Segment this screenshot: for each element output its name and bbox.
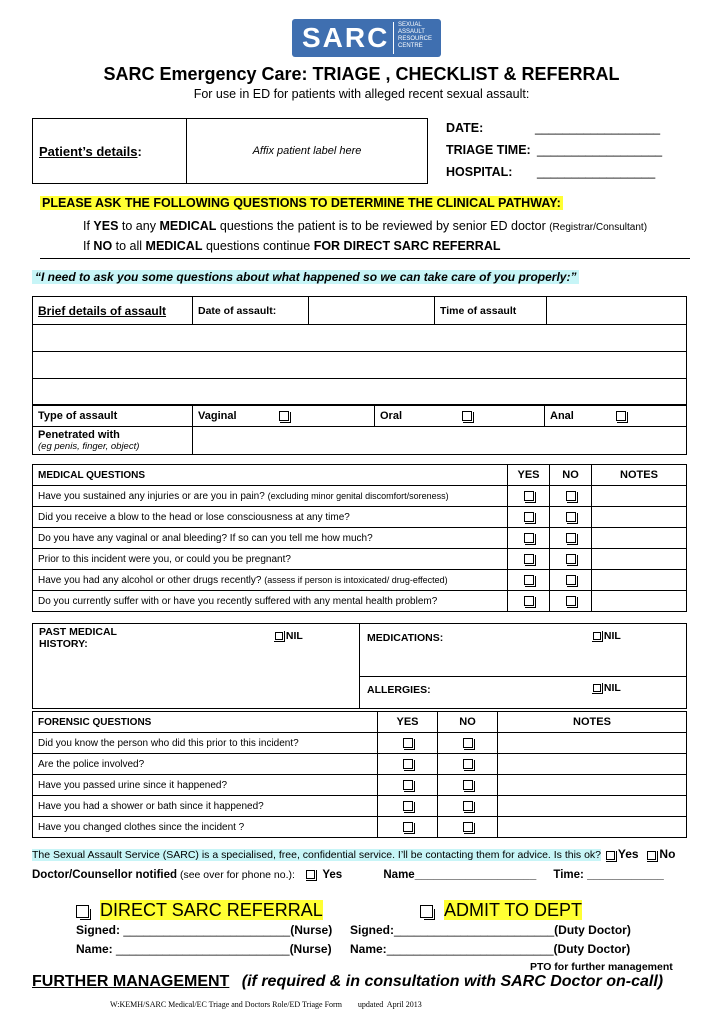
no-checkbox[interactable]: [566, 596, 576, 606]
notes-field[interactable]: [592, 570, 687, 591]
notes-field[interactable]: [592, 486, 687, 507]
date-of-assault-label: Date of assault:: [193, 297, 309, 325]
consent-no-checkbox[interactable]: [647, 851, 656, 860]
consent-yes-checkbox[interactable]: [606, 851, 615, 860]
pmh-nil-checkbox[interactable]: [275, 632, 283, 640]
table-row: Do you have any vaginal or anal bleeding? If so can you tell me how much?: [33, 528, 687, 549]
yes-checkbox[interactable]: [524, 512, 534, 522]
admit-to-dept-option[interactable]: [420, 900, 582, 921]
direct-sarc-referral-checkbox[interactable]: [76, 905, 89, 918]
triage-time-field[interactable]: __________________: [537, 143, 663, 157]
forensic-notes-header: NOTES: [498, 712, 687, 733]
doctor-name-row: Name:_________________________(Duty Doctor): [350, 942, 631, 956]
no-checkbox[interactable]: [566, 575, 576, 585]
medications-nil-checkbox[interactable]: [593, 632, 601, 640]
direct-sarc-referral-label: DIRECT SARC REFERRAL: [100, 900, 323, 920]
patient-box: [32, 118, 428, 184]
nurse-signed-field[interactable]: _________________________: [123, 923, 291, 937]
yes-checkbox[interactable]: [524, 533, 534, 543]
pathway-line-no: If NO to all MEDICAL questions continue FOR DIRECT SARC REFERRAL: [83, 239, 501, 253]
pmh-nil-option[interactable]: NIL: [275, 630, 303, 642]
page-subtitle: For use in ED for patients with alleged recent sexual assault:: [193, 87, 530, 101]
further-management: [32, 973, 663, 991]
assault-detail-row[interactable]: [33, 352, 687, 379]
admit-to-dept-label: ADMIT TO DEPT: [444, 900, 583, 920]
hospital-field[interactable]: _________________: [537, 165, 656, 179]
no-checkbox[interactable]: [463, 822, 473, 832]
no-checkbox[interactable]: [463, 801, 473, 811]
no-checkbox[interactable]: [463, 780, 473, 790]
history-box: [32, 623, 687, 709]
yes-checkbox[interactable]: [403, 738, 413, 748]
notes-field[interactable]: [498, 817, 687, 838]
nurse-name-field[interactable]: __________________________: [116, 942, 290, 956]
logo-text: SARC: [302, 22, 390, 53]
intro-quote: “I need to ask you some questions about what happened so we can take care of you properly:”: [32, 270, 579, 284]
admit-to-dept-checkbox[interactable]: [420, 905, 433, 918]
notes-field[interactable]: [498, 796, 687, 817]
time-of-assault-label: Time of assault: [435, 297, 547, 325]
consent-text: The Sexual Assault Service (SARC) is a specialised, free, confidential service. I’ll be contacting them for advice. Is this ok?: [32, 849, 602, 861]
medical-questions-table: [32, 464, 687, 612]
no-checkbox[interactable]: [463, 759, 473, 769]
medical-header: MEDICAL QUESTIONS: [33, 465, 508, 486]
date-of-assault-field[interactable]: [309, 297, 435, 325]
hospital-label: HOSPITAL:: [446, 165, 513, 179]
notified-time-field[interactable]: Time: ____________: [553, 869, 664, 881]
notes-field[interactable]: [592, 528, 687, 549]
yes-checkbox[interactable]: [524, 596, 534, 606]
allergies-nil-option[interactable]: NIL: [593, 682, 621, 694]
oral-checkbox[interactable]: [462, 411, 472, 421]
assault-detail-row[interactable]: [33, 379, 687, 406]
penetrated-label: Penetrated with: [38, 428, 120, 441]
date-field[interactable]: __________________: [535, 121, 661, 135]
allergies-nil-checkbox[interactable]: [593, 684, 601, 692]
notified-label: Doctor/Counsellor notified: [32, 869, 178, 881]
yes-checkbox[interactable]: [403, 801, 413, 811]
vaginal-label: Vaginal: [198, 409, 237, 422]
table-row: Do you currently suffer with or have you recently suffered with any mental health problem?: [33, 591, 687, 612]
consent-yes-label: Yes: [617, 847, 639, 861]
consent-no-label: No: [659, 847, 676, 861]
table-row: Did you receive a blow to the head or lose consciousness at any time?: [33, 507, 687, 528]
direct-sarc-referral-option[interactable]: [76, 900, 323, 921]
notified-yes-checkbox[interactable]: [306, 870, 315, 879]
time-of-assault-field[interactable]: [547, 297, 687, 325]
pathway-line-yes: If YES to any MEDICAL questions the patient is to be reviewed by senior ED doctor (Registrar/Consultant): [83, 219, 648, 233]
logo-subtext: SEXUAL ASSAULT RESOURCE CENTRE: [398, 22, 433, 49]
notified-name-field[interactable]: Name___________________: [383, 869, 537, 881]
type-of-assault-label: Type of assault: [33, 405, 193, 427]
notified-line: [32, 869, 664, 881]
forensic-header: FORENSIC QUESTIONS: [33, 712, 378, 733]
notes-field[interactable]: [592, 549, 687, 570]
consent-line: [32, 847, 675, 861]
assault-type-table: [32, 404, 687, 455]
allergies-label: ALLERGIES:: [367, 684, 431, 696]
yes-checkbox[interactable]: [524, 554, 534, 564]
date-label: DATE:: [446, 121, 484, 135]
table-row: Have you had a shower or bath since it happened?: [33, 796, 687, 817]
doctor-signed-field[interactable]: ________________________: [394, 923, 555, 937]
table-row: Have you changed clothes since the incident ?: [33, 817, 687, 838]
table-row: Did you know the person who did this prior to this incident?: [33, 733, 687, 754]
doctor-signed-row: Signed:________________________(Duty Doctor): [350, 923, 631, 937]
assault-detail-row[interactable]: [33, 325, 687, 352]
notes-field[interactable]: [498, 754, 687, 775]
sarc-logo: [292, 19, 441, 57]
penetrated-example: (eg penis, finger, object): [38, 440, 140, 452]
pto-note: PTO for further management: [530, 961, 673, 973]
further-management-note: (if required & in consultation with SARC Doctor on-call): [241, 973, 664, 990]
medications-nil-option[interactable]: NIL: [593, 630, 621, 642]
table-row: Have you sustained any injuries or are you in pain? (excluding minor genital discomfort/soreness): [33, 486, 687, 507]
yes-checkbox[interactable]: [524, 575, 534, 585]
no-checkbox[interactable]: [463, 738, 473, 748]
vaginal-checkbox[interactable]: [279, 411, 289, 421]
medical-no-header: NO: [550, 465, 592, 486]
anal-checkbox[interactable]: [616, 411, 626, 421]
anal-label: Anal: [550, 409, 574, 422]
patient-details-label: Patient’s details:: [39, 144, 142, 159]
no-checkbox[interactable]: [566, 491, 576, 501]
forensic-no-header: NO: [438, 712, 498, 733]
nurse-name-row: Name: __________________________(Nurse): [76, 942, 332, 956]
medical-yes-header: YES: [508, 465, 550, 486]
penetrated-field[interactable]: [193, 427, 687, 455]
pathway-rule: [40, 258, 690, 259]
page-title: SARC Emergency Care: TRIAGE , CHECKLIST & REFERRAL: [103, 64, 620, 84]
further-management-label: FURTHER MANAGEMENT: [32, 973, 230, 990]
yes-checkbox[interactable]: [403, 822, 413, 832]
triage-time-label: TRIAGE TIME:: [446, 143, 531, 157]
table-row: Have you passed urine since it happened?: [33, 775, 687, 796]
nurse-signed-row: Signed: _________________________(Nurse): [76, 923, 333, 937]
notes-field[interactable]: [592, 591, 687, 612]
notes-field[interactable]: [498, 733, 687, 754]
forensic-questions-table: [32, 711, 687, 838]
table-row: Prior to this incident were you, or could you be pregnant?: [33, 549, 687, 570]
yes-checkbox[interactable]: [403, 780, 413, 790]
table-row: Are the police involved?: [33, 754, 687, 775]
pathway-heading: PLEASE ASK THE FOLLOWING QUESTIONS TO DETERMINE THE CLINICAL PATHWAY:: [42, 196, 561, 210]
table-row: Have you had any alcohol or other drugs recently? (assess if person is intoxicated/ drug-effected): [33, 570, 687, 591]
affix-label-hint: Affix patient label here: [252, 145, 362, 157]
brief-details-label: Brief details of assault: [38, 303, 167, 318]
oral-label: Oral: [380, 409, 403, 422]
notes-field[interactable]: [592, 507, 687, 528]
assault-table: [32, 296, 687, 406]
footer-text: W:KEMH/SARC Medical/EC Triage and Doctors Role/ED Triage Form updated April 2013: [110, 1000, 422, 1009]
yes-checkbox[interactable]: [403, 759, 413, 769]
no-checkbox[interactable]: [566, 512, 576, 522]
doctor-name-field[interactable]: _________________________: [386, 942, 554, 956]
no-checkbox[interactable]: [566, 533, 576, 543]
forensic-yes-header: YES: [378, 712, 438, 733]
no-checkbox[interactable]: [566, 554, 576, 564]
medications-label: MEDICATIONS:: [367, 632, 444, 644]
medical-notes-header: NOTES: [592, 465, 687, 486]
past-medical-history-label: PAST MEDICAL HISTORY:: [39, 626, 117, 650]
yes-checkbox[interactable]: [524, 491, 534, 501]
notified-yes-label: Yes: [322, 869, 343, 881]
notified-note: (see over for phone no.):: [177, 869, 295, 881]
notes-field[interactable]: [498, 775, 687, 796]
